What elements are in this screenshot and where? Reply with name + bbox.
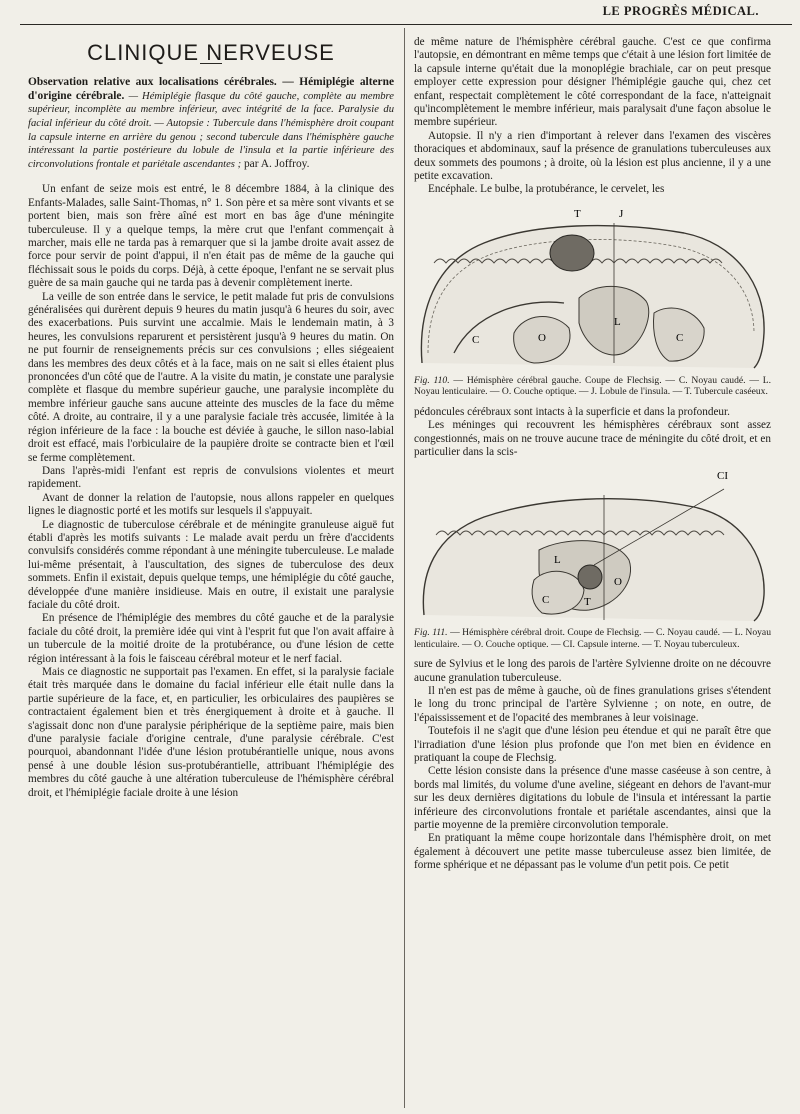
observation-summary: — Hémiplégie flasque du côté gauche, complète au membre supérieur, incomplète au membre inférieur, avec intégrité de la face. Paralysie du facial inférieur du côté droit. — Autopsie : Tubercule dans l'hémisphère droit coupant la capsule interne en arrière du genou ; second tubercule dans l'hémisphère gauche intéressant la partie postérieure du lobule de l'insula et la partie inférieure des circonvolutions frontale et pariétale ascendantes ;	[28, 90, 394, 170]
figure-label: L	[614, 315, 621, 328]
figure-label: C	[472, 333, 480, 346]
paragraph: Cette lésion consiste dans la présence d'une masse caséeuse à son centre, à bords mal limités, du volume d'une aveline, siégeant en dehors de l'avant-mur sur les deux dernières digitations du lobule de l'insula et intéressant la partie inférieure des circonvolutions frontale et pariétale ascendantes, ainsi que la partie moyenne de la première circonvolution temporale.	[414, 765, 771, 831]
figure-caption: Fig. 111. — Hémisphère cérébral droit. Coupe de Flechsig. — C. Noyau caudé. — L. Noyau lenticulaire. — O. Couche optique. — CI. Capsule interne. — T. Noyau tuberculeux.	[414, 627, 771, 650]
figure-label: C	[676, 331, 684, 344]
figure-label: T	[574, 207, 581, 220]
paragraph: Les méninges qui recouvrent les hémisphères cérébraux sont assez congestionnés, mais on ne trouve aucune trace de méningite du côté droit, et en particulier dans la scis-	[414, 419, 771, 458]
paragraph: sure de Sylvius et le long des parois de l'artère Sylvienne droite on ne découvre aucune granulation tuberculeuse.	[414, 658, 771, 684]
paragraph: Autopsie. Il n'y a rien d'important à relever dans l'examen des viscères thoraciques et abdominaux, sauf la présence de granulations tuberculeuses aux deux sommets des poumons ; à droite, où la lésion est plus ancienne, il y a une petite excavation.	[414, 129, 771, 183]
section-title: CLINIQUE NERVEUSE	[87, 40, 335, 65]
figure-caption: Fig. 110. — Hémisphère cérébral gauche. Coupe de Flechsig. — C. Noyau caudé. — L. Noyau lenticulaire. — O. Couche optique. — J. Lobule de l'insula. — T. Tubercule caséeux.	[414, 374, 772, 398]
paragraph: La veille de son entrée dans le service, le petit malade fut pris de convulsions généralisées qui durèrent depuis 9 heures du matin jusqu'à 6 heures du soir, avec des exacerbations. Puis survint une accalmie. Mais le lendemain matin, à 3 heures, les convulsions reparurent et persistèrent jusqu'à 9 heures du matin. On ne put fournir de renseignements précis sur ces convulsions ; elles siégeaient dans les membres des deux côtés et à la face, mais on ne sait si elles étaient plus prononcées d'un côté que de l'autre. A la visite du matin, je constate une paralysie complète et flasque du membre supérieur gauche, une paralysie incomplète du membre inférieur gauche sans aucune atteinte des muscles de la face du même côté. A droite, au contraire, il y a une paralysie faciale très accusée, limitée à la région inférieure de la face : la bouche est déviée à gauche, le sillon naso-labial droit est effacé, mais l'orbiculaire de la paupière droite se contracte bien et l'œil se ferme complètement.	[28, 290, 394, 464]
figure-label: O	[538, 331, 546, 344]
figure-110	[414, 203, 771, 398]
paragraph: de même nature de l'hémisphère cérébral gauche. C'est ce que confirma l'autopsie, en démontrant en même temps que c'était à une lésion fort limitée de la capsule interne qu'était due la monoplégie brachiale, car on peut presque employer cette expression pour désigner l'hémiplégie gauche qui, chez cet enfant, respectait complètement le côté correspondant de la face, n'atteignait qu'incomplètement le membre inférieur, mais paralysait d'une façon absolue le membre supérieur.	[414, 36, 771, 129]
paragraph: Dans l'après-midi l'enfant est repris de convulsions violentes et meurt rapidement.	[28, 464, 394, 491]
figure-label: J	[619, 207, 624, 220]
figure-label: CI	[717, 470, 728, 483]
brain-section-right-illustration	[414, 465, 771, 625]
figure-label: C	[542, 594, 550, 607]
figure-label: L	[554, 554, 561, 567]
observation-block	[28, 76, 394, 171]
figure-label: O	[614, 576, 622, 589]
running-head: LE PROGRÈS MÉDICAL.	[602, 4, 759, 18]
paragraph: Un enfant de seize mois est entré, le 8 décembre 1884, à la clinique des Enfants-Malades, salle Saint-Thomas, n° 1. Son père et sa mère sont vivants et se portent bien, mais son frère aîné est mort en bas âge d'une méningite tuberculeuse. Il y a quelque temps, la mère crut que l'enfant commençait à marcher, mais elle ne tarda pas à remarquer que si la jambe droite avait assez de force pour servir de point d'appui, il n'en était pas de même de la gauche qui fléchissait sous le poids du corps. Déjà, à cette époque, l'enfant ne se servait plus guère de sa main gauche qui ne tarda pas à devenir complètement inerte.	[28, 183, 394, 290]
paragraph: pédoncules cérébraux sont intacts à la superficie et dans la profondeur.	[414, 405, 730, 418]
paragraph: Toutefois il ne s'agit que d'une lésion peu étendue et qui ne paraît être que l'irradiation d'une lésion plus profonde que l'on met bien en évidence en pratiquant la coupe de Flechsig.	[414, 725, 771, 764]
figure-label: T	[584, 596, 591, 609]
observation-author: par A. Joffroy.	[243, 157, 310, 170]
brain-section-left-illustration	[414, 203, 771, 373]
figure-111	[414, 465, 771, 650]
observation-title: Observation relative aux localisations cérébrales. — Hémiplégie alterne d'origine cérébrale.	[28, 76, 394, 102]
paragraph: Avant de donner la relation de l'autopsie, nous allons rappeler en quelques lignes le diagnostic porté et les motifs sur lesquels il s'appuyait.	[28, 491, 394, 518]
column-divider	[404, 28, 405, 1108]
paragraph: Le diagnostic de tuberculose cérébrale et de méningite granuleuse aiguë fut établi d'après les motifs suivants : Le malade avait perdu un frère d'accidents convulsifs considérés comme répondant à une méningite tuberculeuse. Le malade lui-même présentait, à l'auscultation, des signes de tuberculose des deux sommets. Enfin il existait, depuis quelque temps, une hémiplégie du côté gauche, développée d'une manière insidieuse. Mais en outre, il existait une paralysie faciale du côté droit.	[28, 518, 394, 611]
paragraph: En pratiquant la même coupe horizontale dans l'hémisphère droit, on met également à découvert une petite masse tuberculeuse assez bien limitée, de forme sphérique et ne dépassant pas le volume d'un petit pois. Ce petit	[414, 832, 771, 872]
paragraph: Encéphale. Le bulbe, la protubérance, le cervelet, les	[428, 183, 665, 196]
paragraph: En présence de l'hémiplégie des membres du côté gauche et de la paralysie faciale du côté droit, la première idée qui vint à l'esprit fut que l'on avait affaire à un tubercule de la moitié droite de la protubérance, ou d'une lésion de cette région intéressant à la fois le faisceau cérébral moteur et le nerf facial.	[28, 612, 394, 665]
left-column	[28, 32, 394, 800]
paragraph: Mais ce diagnostic ne supportait pas l'examen. En effet, si la paralysie faciale était très marquée dans le domaine du facial inférieur elle était nulle dans la partie supérieure de la face, et, en particulier, les orbiculaires des paupières se contractaient également bien et très énergiquement à droite et à gauche. Il s'agissait donc non d'une paralysie périphérique de la septième paire, mais bien d'une paralysie faciale d'origine centrale, d'une paralysie cérébrale. C'est pourquoi, abandonnant l'idée d'une lésion protubérantielle unique, nous avons pensé à une double lésion sus-protubérantielle, attribuant l'hémiplégie des membres du côté gauche à une altération tuberculeuse de l'hémisphère cérébral droit, et l'hémiplégie faciale droite à une lésion	[28, 666, 394, 799]
right-column	[414, 36, 771, 873]
paragraph: Il n'en est pas de même à gauche, où de fines granulations grises s'étendent le long du tronc principal de l'artère Sylvienne ; on note, en outre, de l'épaississement et de l'opacité des membranes à leur voisinage.	[414, 684, 771, 724]
header-rule	[20, 24, 792, 25]
